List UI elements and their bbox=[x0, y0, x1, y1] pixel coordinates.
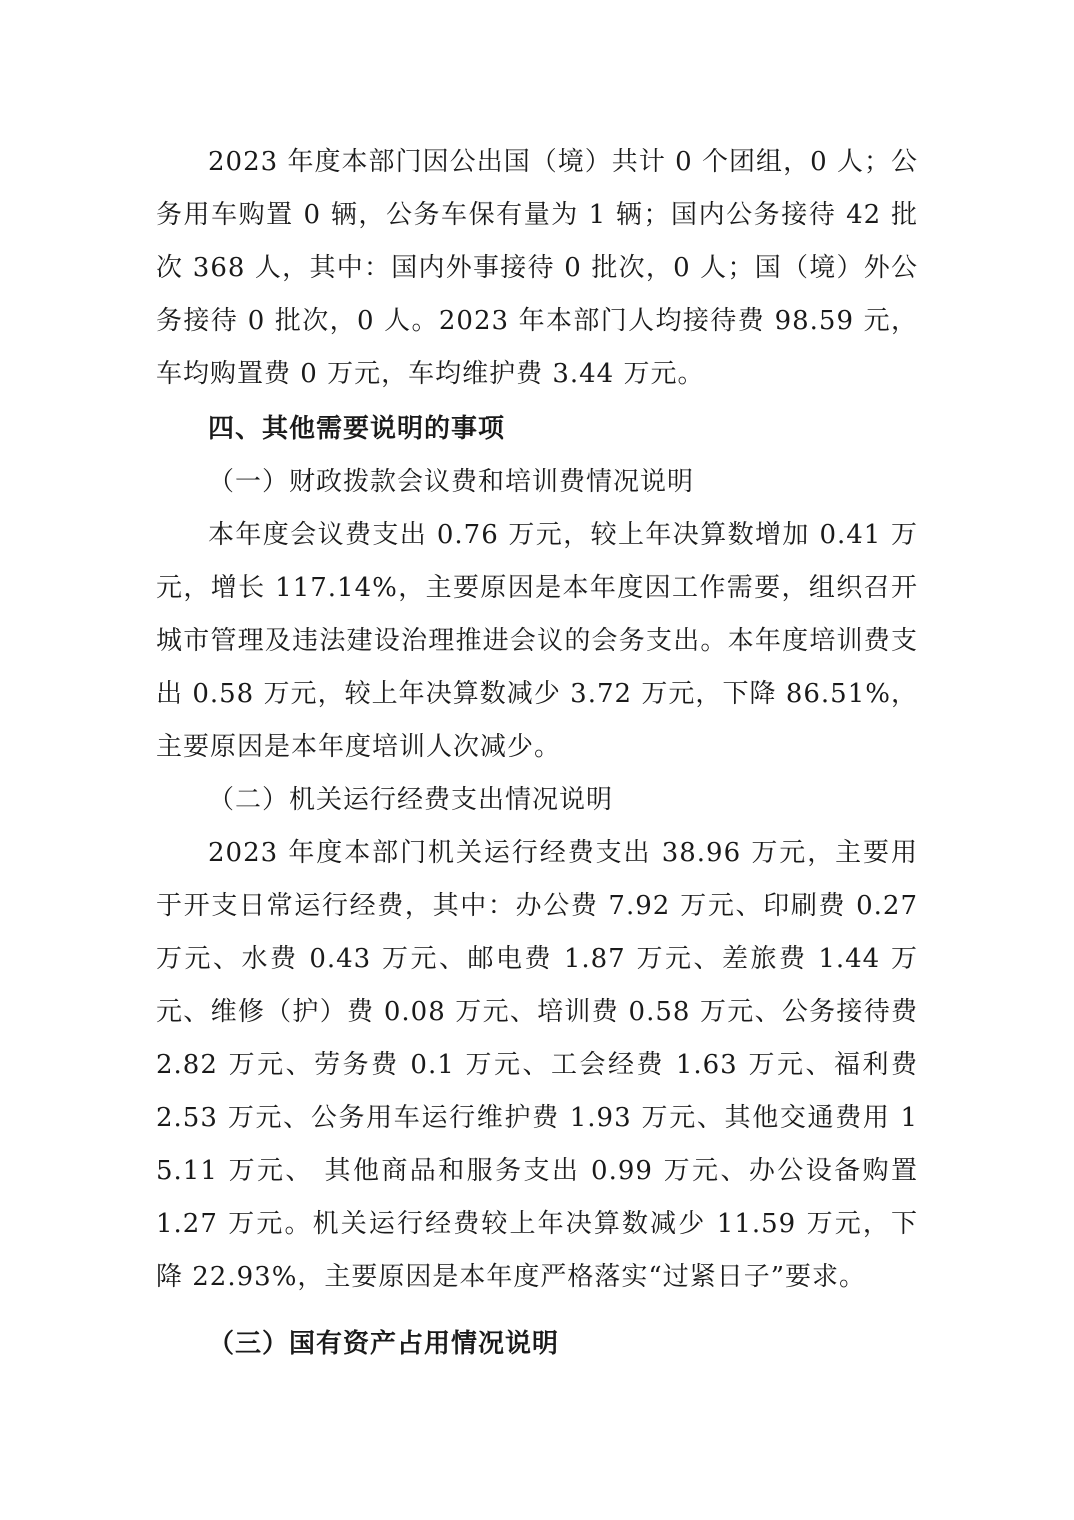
subheading-operating-expenses: （二）机关运行经费支出情况说明 bbox=[208, 785, 614, 815]
subheading-state-assets: （三）国有资产占用情况说明 bbox=[208, 1329, 560, 1359]
subheading-meeting-training-fees: （一）财政拨款会议费和培训费情况说明 bbox=[208, 467, 695, 497]
paragraph-operating-expenses: 2023 年度本部门机关运行经费支出 38.96 万元，主要用于开支日常运行经费，其中：办公费 7.92 万元、印刷费 0.27 万元、水费 0.43 万元、邮电费 1.87 万元、差旅费 1.44 万元、维修（护）费 0.08 万元、培训费 0.58 万元、公务接待费 2.82 万元、劳务费 0.1 万元、工会经费 1.63 万元、福利费 2.53 万元、公务用车运行维护费 1.93 万元、其他交通费用 15.11 万元、 其他商品和服务支出 0.99 万元、办公设备购置 1.27 万元。机关运行经费较上年决算数减少 11.59 万元，下降 22.93%，主要原因是本年度严格落实“过紧日子”要求。 bbox=[156, 838, 918, 1292]
document-body bbox=[156, 136, 918, 1371]
paragraph-overseas-and-vehicles: 2023 年度本部门因公出国（境）共计 0 个团组，0 人；公务用车购置 0 辆，公务车保有量为 1 辆；国内公务接待 42 批次 368 人，其中：国内外事接待 0 批次，0 人；国（境）外公务接待 0 批次，0 人。2023 年本部门人均接待费 98.59 元，车均购置费 0 万元，车均维护费 3.44 万元。 bbox=[156, 147, 918, 389]
paragraph-meeting-training-fees: 本年度会议费支出 0.76 万元，较上年决算数增加 0.41 万元，增长 117.14%，主要原因是本年度因工作需要，组织召开城市管理及违法建设治理推进会议的会务支出。本年度培训费支出 0.58 万元，较上年决算数减少 3.72 万元，下降 86.51%，主要原因是本年度培训人次减少。 bbox=[156, 520, 918, 762]
section-heading-other-matters: 四、其他需要说明的事项 bbox=[208, 414, 506, 444]
